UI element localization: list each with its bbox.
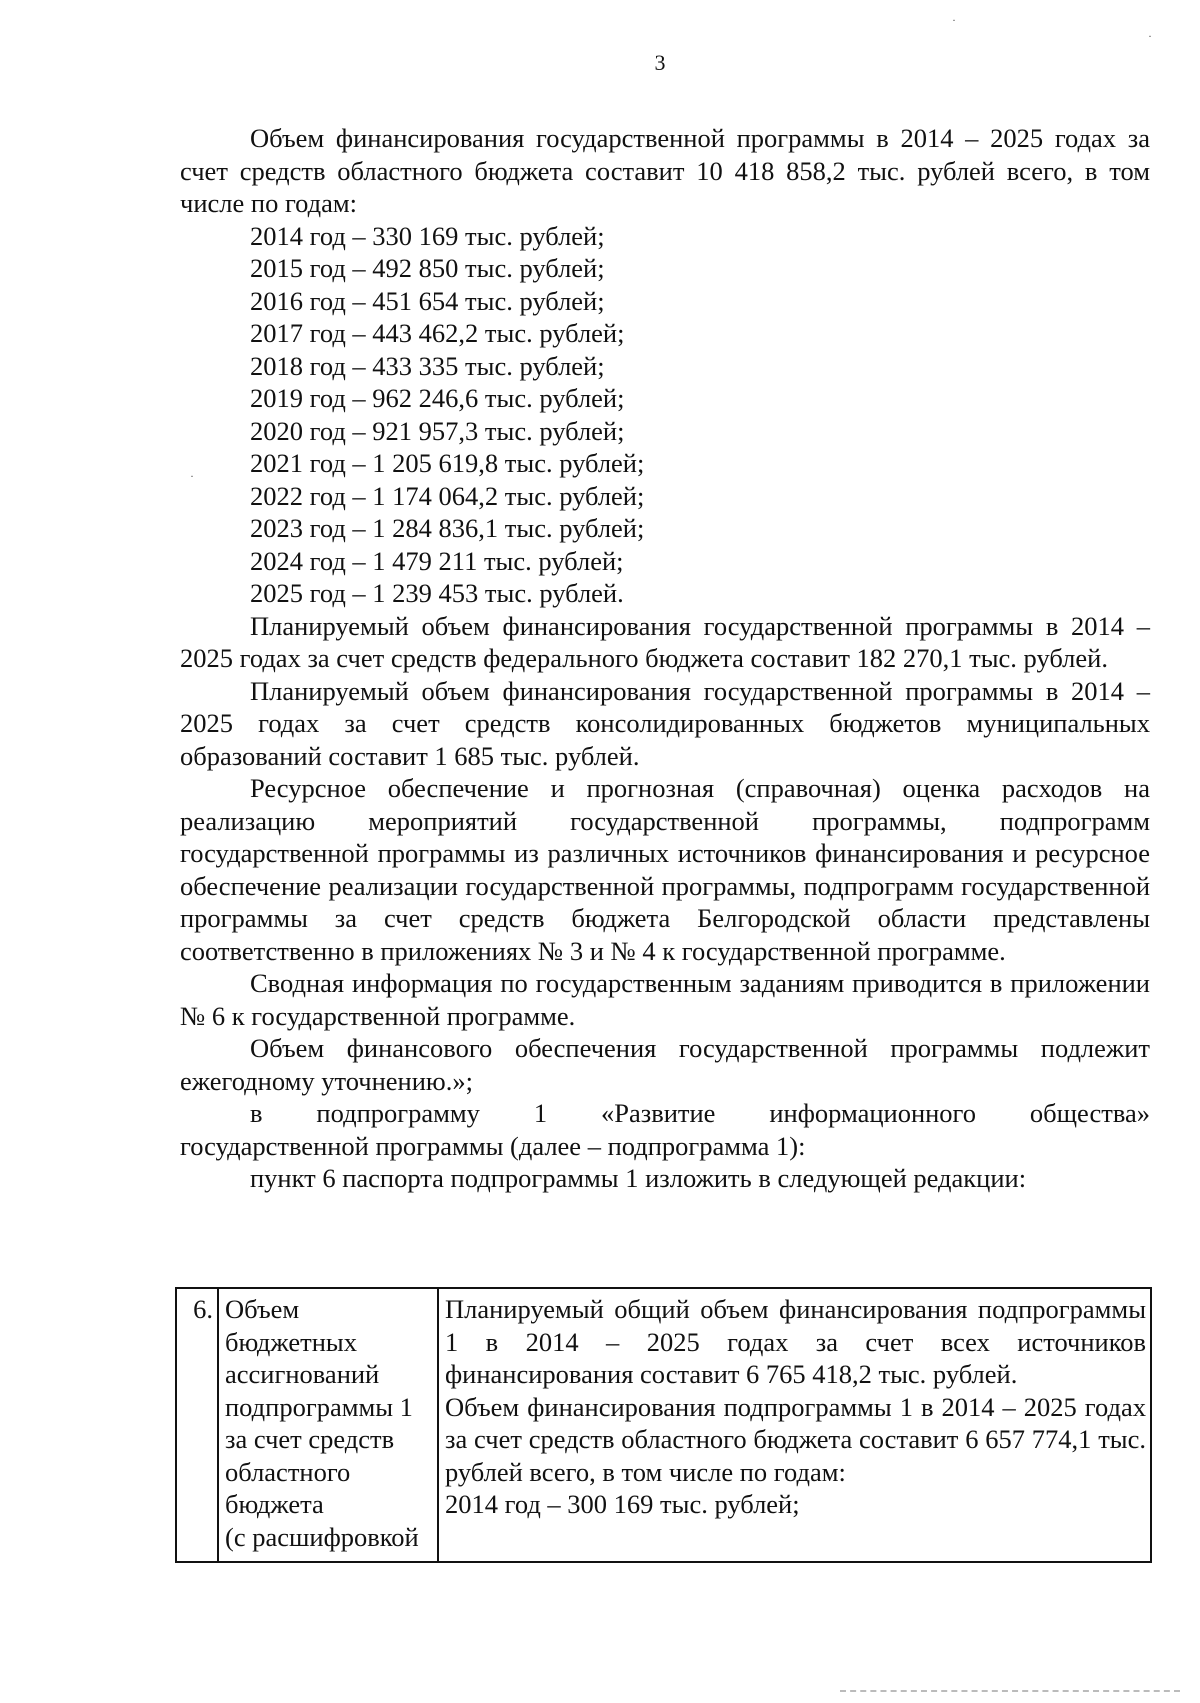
regional-financing-text: Объем финансирования подпрограммы 1 в 2014 – 2025 годах за счет средств областного бюджета составит 6 657 774,1 тыс. рублей всего, в том числе по годам: xyxy=(445,1391,1146,1487)
page-number: 3 xyxy=(654,50,666,75)
subprogram-heading-line xyxy=(180,1097,1150,1130)
scan-speck: · xyxy=(952,13,956,27)
scan-speck: · xyxy=(190,469,194,483)
row-name-line: подпрограммы 1 xyxy=(225,1391,413,1422)
subprogram-passport-table xyxy=(175,1287,1152,1563)
resources-paragraph: Ресурсное обеспечение и прогнозная (справочная) оценка расходов на реализацию мероприятий государственной программы, подпрограмм государственной программы из различных источников финансирования и ресурсное обеспечение реализации государственной программы, подпрограмм государственной программы за счет средств бюджета Белгородской области представлены соответственно в приложениях № 3 и № 4 к государственной программе. xyxy=(180,773,1150,966)
subprogram-word: общества» xyxy=(1029,1098,1150,1128)
year-item-2017: 2017 год – 443 462,2 тыс. рублей; xyxy=(250,318,625,348)
yearly-financing-list xyxy=(180,220,1150,610)
row-name-line: за счет средств xyxy=(225,1424,395,1454)
row-name-line: бюджета xyxy=(225,1489,324,1519)
scan-edge-line xyxy=(840,1690,1180,1692)
subprogram-heading-continuation: государственной программы (далее – подпрограмма 1): xyxy=(180,1130,806,1161)
year-item-2024: 2024 год – 1 479 211 тыс. рублей; xyxy=(250,545,624,576)
year-item-2018: 2018 год – 433 335 тыс. рублей; xyxy=(250,350,605,381)
regional-financing-intro: Объем финансирования государственной программы в 2014 – 2025 годах за счет средств областного бюджета составит 10 418 858,2 тыс. рублей всего, в том числе по годам: xyxy=(180,123,1150,218)
table-row xyxy=(176,1288,1151,1562)
row-name-line: Объем xyxy=(225,1294,300,1324)
row-number-cell: 6. xyxy=(176,1288,218,1562)
state-tasks-paragraph: Сводная информация по государственным заданиям приводится в приложении № 6 к государственной программе. xyxy=(180,968,1150,1031)
year-item-2015: 2015 год – 492 850 тыс. рублей; xyxy=(250,253,605,283)
federal-financing-paragraph: Планируемый объем финансирования государственной программы в 2014 – 2025 годах за счет средств федерального бюджета составит 182 270,1 тыс. рублей. xyxy=(180,610,1150,673)
row-name-cell xyxy=(218,1288,438,1562)
subprogram-word: в xyxy=(250,1098,263,1128)
row-name-line: областного xyxy=(225,1456,351,1487)
year-item-2020: 2020 год – 921 957,3 тыс. рублей; xyxy=(250,415,625,446)
year-2014-text: 2014 год – 300 169 тыс. рублей; xyxy=(445,1489,800,1519)
document-body xyxy=(180,122,1150,1195)
scan-speck: · xyxy=(1148,29,1152,43)
subprogram-word: подпрограмму xyxy=(316,1098,480,1128)
passport-instruction: пункт 6 паспорта подпрограммы 1 изложить в следующей редакции: xyxy=(250,1163,1027,1193)
municipal-financing-paragraph: Планируемый объем финансирования государственной программы в 2014 – 2025 годах за счет средств консолидированных бюджетов муниципальных образований составит 1 685 тыс. рублей. xyxy=(180,675,1150,771)
row-name-line: бюджетных xyxy=(225,1326,357,1357)
subprogram-word: «Развитие xyxy=(601,1098,716,1128)
row-name-line: (с расшифровкой xyxy=(225,1521,419,1552)
year-item-2023: 2023 год – 1 284 836,1 тыс. рублей; xyxy=(250,513,645,543)
year-item-2022: 2022 год – 1 174 064,2 тыс. рублей; xyxy=(250,480,645,511)
subprogram-word: информационного xyxy=(769,1098,977,1128)
row-name-line: ассигнований xyxy=(225,1359,380,1389)
year-item-2025: 2025 год – 1 239 453 тыс. рублей. xyxy=(250,578,624,608)
year-item-2019: 2019 год – 962 246,6 тыс. рублей; xyxy=(250,383,625,413)
year-item-2021: 2021 год – 1 205 619,8 тыс. рублей; xyxy=(250,448,645,478)
row-description-cell xyxy=(438,1288,1151,1562)
adjustment-paragraph: Объем финансового обеспечения государственной программы подлежит ежегодному уточнению.»; xyxy=(180,1033,1150,1096)
year-item-2014: 2014 год – 330 169 тыс. рублей; xyxy=(250,220,605,251)
year-item-2016: 2016 год – 451 654 тыс. рублей; xyxy=(250,285,605,316)
subprogram-word: 1 xyxy=(533,1098,548,1128)
total-financing-text: Планируемый общий объем финансирования подпрограммы 1 в 2014 – 2025 годах за счет всех источников финансирования составит 6 765 418,2 тыс. рублей. xyxy=(445,1294,1146,1389)
